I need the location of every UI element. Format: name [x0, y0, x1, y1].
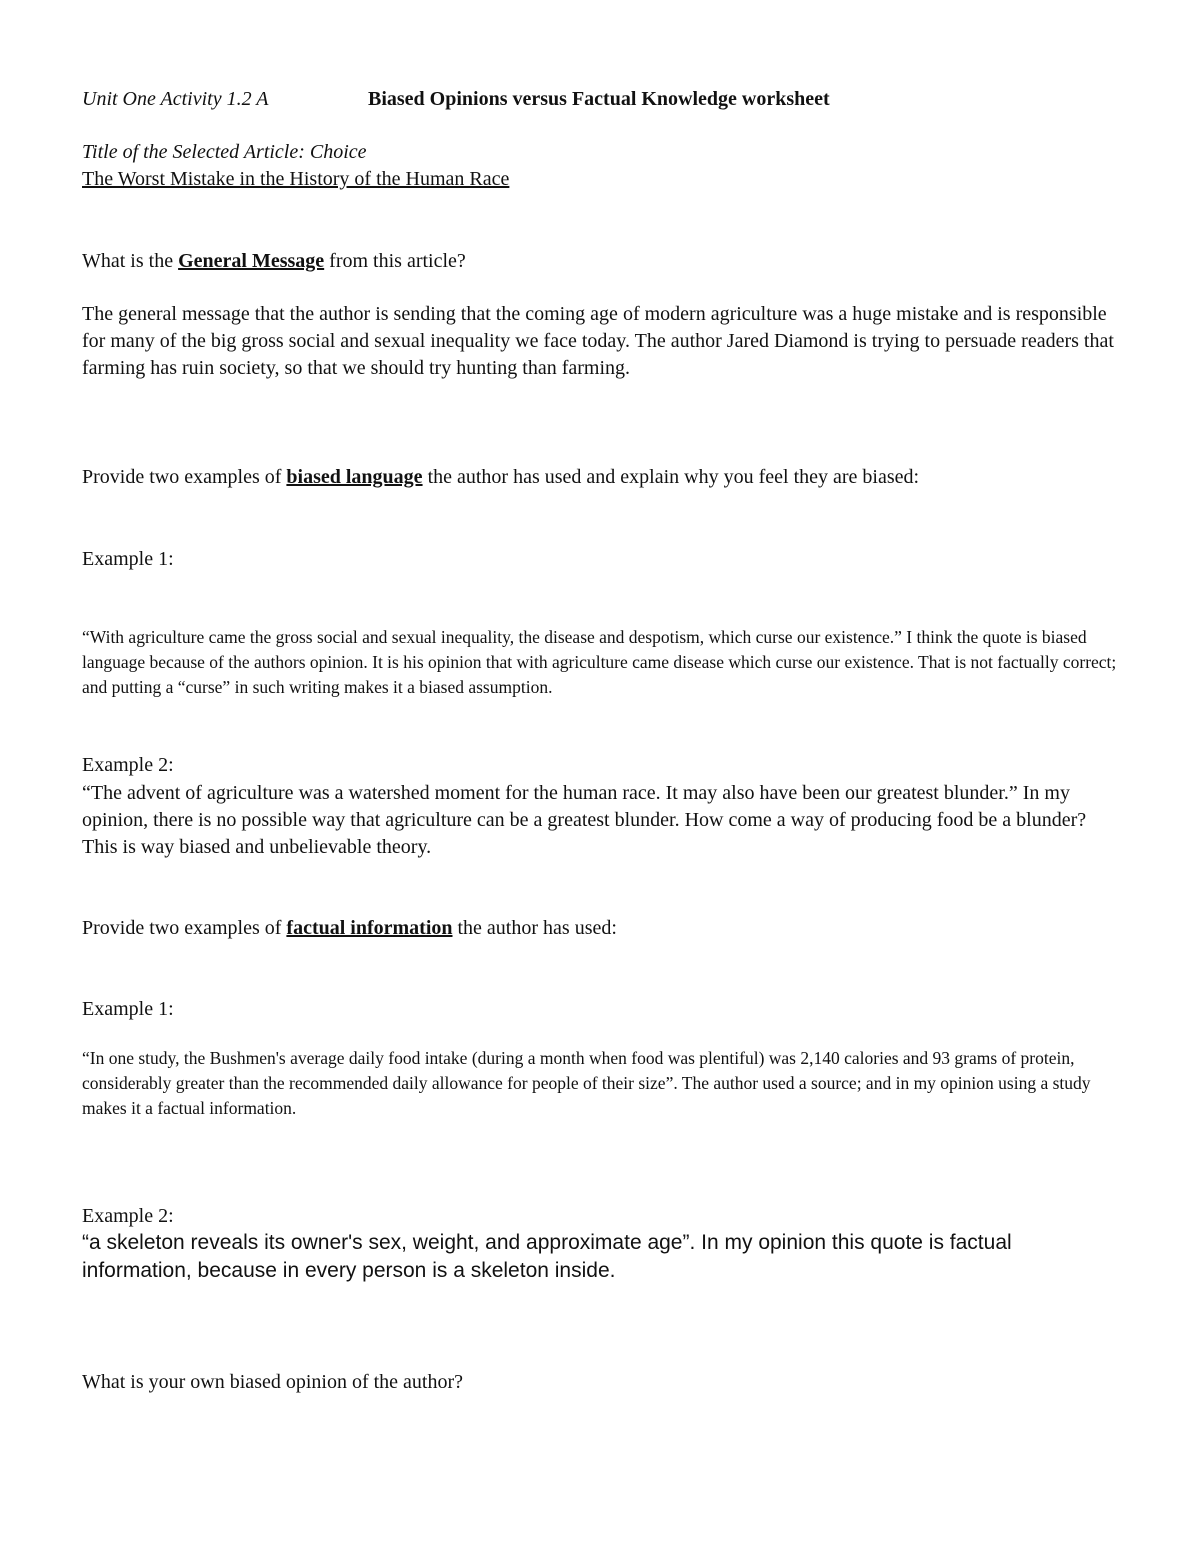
biased-example1-label: Example 1: — [82, 548, 174, 570]
question-keyword: factual information — [286, 917, 453, 939]
question-text: the author has used: — [452, 917, 617, 939]
article-title-label: Title of the Selected Article: Choice — [82, 141, 367, 163]
question-text: the author has used and explain why you feel they are biased: — [422, 466, 920, 488]
question-keyword: General Message — [178, 250, 325, 272]
question-text: What is the — [82, 250, 179, 272]
general-message-question — [82, 248, 1122, 275]
factual-example1-label: Example 1: — [82, 998, 174, 1020]
unit-label: Unit One Activity 1.2 A — [82, 88, 269, 110]
factual-information-question — [82, 915, 1122, 942]
factual-example2-label: Example 2: — [82, 1205, 174, 1227]
worksheet-title: Biased Opinions versus Factual Knowledge worksheet — [368, 88, 830, 110]
question-keyword: biased language — [286, 466, 423, 488]
question-text: Provide two examples of — [82, 466, 287, 488]
question-text: from this article? — [324, 250, 466, 272]
factual-example1-text: “In one study, the Bushmen's average daily food intake (during a month when food was plentiful) was 2,140 calories and 93 grams of protein, considerably greater than the recommended daily allowance for people of their size”. The author used a source; and in my opinion using a study makes it a factual information. — [82, 1048, 1091, 1118]
biased-example2-label: Example 2: — [82, 754, 174, 776]
article-title: The Worst Mistake in the History of the Human Race — [82, 168, 510, 190]
general-message-answer: The general message that the author is sending that the coming age of modern agriculture was a huge mistake and is responsible for many of the big gross social and sexual inequality we face today. The author Jared Diamond is trying to persuade readers that farming has ruin society, so that we should try hunting than farming. — [82, 303, 1114, 379]
own-opinion-question: What is your own biased opinion of the author? — [82, 1371, 464, 1393]
worksheet-header — [82, 86, 1122, 116]
biased-example1-text: “With agriculture came the gross social and sexual inequality, the disease and despotism, which curse our existence.” I think the quote is biased language because of the authors opinion. It is his opinion that with agriculture came disease which curse our existence. That is not factually correct; and putting a “curse” in such writing makes it a biased assumption. — [82, 627, 1117, 697]
question-text: Provide two examples of — [82, 917, 287, 939]
biased-language-question — [82, 464, 1122, 491]
biased-example2-text: “The advent of agriculture was a watershed moment for the human race. It may also have been our greatest blunder.” In my opinion, there is no possible way that agriculture can be a greatest blunder. How come a way of producing food be a blunder? This is way biased and unbelievable theory. — [82, 782, 1087, 858]
factual-example2-text: “a skeleton reveals its owner's sex, weight, and approximate age”. In my opinion this quote is factual information, because in every person is a skeleton inside. — [82, 1231, 1012, 1282]
